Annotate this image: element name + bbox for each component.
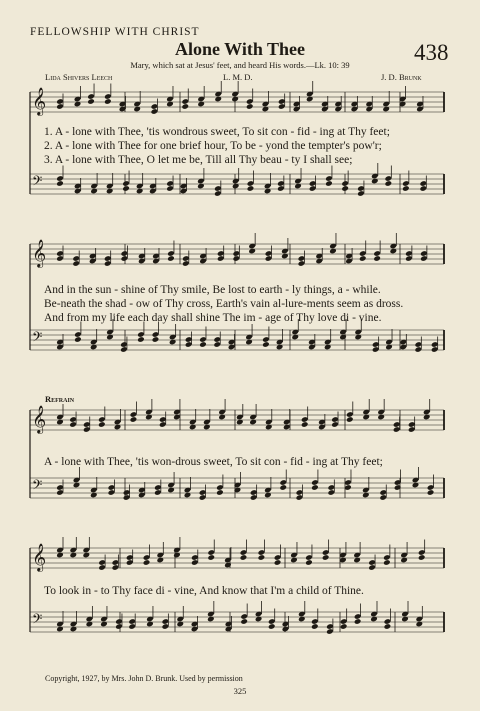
note-head — [247, 185, 255, 192]
note-head — [167, 255, 175, 262]
note-head — [383, 559, 391, 566]
note-head — [122, 185, 130, 192]
note-head — [311, 484, 319, 491]
page-number: 325 — [233, 686, 247, 696]
note-head — [279, 484, 287, 491]
note-head — [325, 180, 333, 187]
meter-label: L. M. D. — [223, 72, 253, 82]
note-head — [130, 416, 138, 423]
refrain-line-2: To look in - to Thy face di - vine, And know that I'm a child of Thine. — [44, 585, 364, 597]
note-head — [216, 489, 224, 496]
note-head — [152, 336, 160, 343]
verse-2-line-1: 2. A - lone with Thee for one brief hour, To be - yond the tempter's pow'r; — [44, 140, 382, 152]
composer-credit: J. D. Brunk — [381, 72, 422, 82]
treble-clef: 𝄞 — [32, 87, 47, 115]
note-head — [246, 103, 254, 110]
bass-clef: 𝄢 — [32, 477, 43, 496]
note-head — [274, 559, 282, 566]
note-head — [341, 185, 349, 192]
treble-clef: 𝄞 — [32, 543, 47, 571]
note-head — [354, 618, 362, 625]
note-head — [87, 98, 95, 105]
note-head — [56, 180, 64, 187]
note-head — [385, 180, 393, 187]
bass-clef: 𝄢 — [32, 329, 43, 348]
hymn-title: Alone With Thee — [174, 39, 306, 59]
note-head — [418, 554, 426, 561]
note-head — [262, 341, 270, 348]
note-head — [268, 623, 276, 630]
note-head — [199, 341, 207, 348]
note-head — [240, 554, 248, 561]
note-head — [384, 623, 392, 630]
verse-2-line-2: Be-neath the shad - ow of Thy cross, Earth's vain al-lure-ments seem as dross. — [44, 298, 404, 310]
treble-clef: 𝄞 — [32, 405, 47, 433]
hymn-number: 438 — [414, 40, 449, 65]
verse-1-line-1: 1. A - lone with Thee, 'tis wondrous sweet, To sit con - fid - ing at Thy feet; — [44, 126, 390, 138]
bass-clef: 𝄢 — [32, 611, 43, 630]
note-head — [340, 623, 348, 630]
verse-3-line-1: 3. A - lone with Thee, O let me be, Till all Thy beau - ty I shall see; — [44, 154, 353, 166]
note-head — [305, 559, 313, 566]
refrain-line-1: A - lone with Thee, 'tis won-drous sweet, To sit con - fid - ing at Thy feet; — [44, 456, 383, 468]
copyright-notice: Copyright, 1927, by Mrs. John D. Brunk. Used by permission — [45, 674, 243, 683]
bass-clef: 𝄢 — [32, 173, 43, 192]
lyricist-credit: Lida Shivers Leech — [45, 72, 113, 82]
treble-clef: 𝄞 — [32, 239, 47, 267]
note-head — [137, 336, 145, 343]
section-heading: FELLOWSHIP WITH CHRIST — [30, 26, 200, 38]
note-head — [402, 185, 410, 192]
note-head — [143, 559, 151, 566]
scripture-epigraph: Mary, which sat at Jesus' feet, and heard His words.—Lk. 10: 39 — [130, 60, 350, 70]
note-head — [240, 618, 248, 625]
verse-3-line-2: And from my life each day shall shine The im - age of Thy love di - vine. — [44, 312, 382, 324]
note-head — [322, 554, 330, 561]
note-head — [207, 554, 215, 561]
note-head — [427, 489, 435, 496]
note-head — [74, 336, 82, 343]
note-head — [98, 421, 106, 428]
verse-1-line-2: And in the sun - shine of Thy smile, Be lost to earth - ly things, a - while. — [44, 284, 381, 296]
note-head — [311, 623, 319, 630]
note-head — [181, 103, 189, 110]
note-head — [301, 421, 309, 428]
note-head — [346, 416, 354, 423]
refrain-label: Refrain — [45, 394, 75, 404]
note-head — [373, 255, 381, 262]
note-head — [258, 554, 266, 561]
note-head — [104, 98, 112, 105]
note-head — [359, 255, 367, 262]
